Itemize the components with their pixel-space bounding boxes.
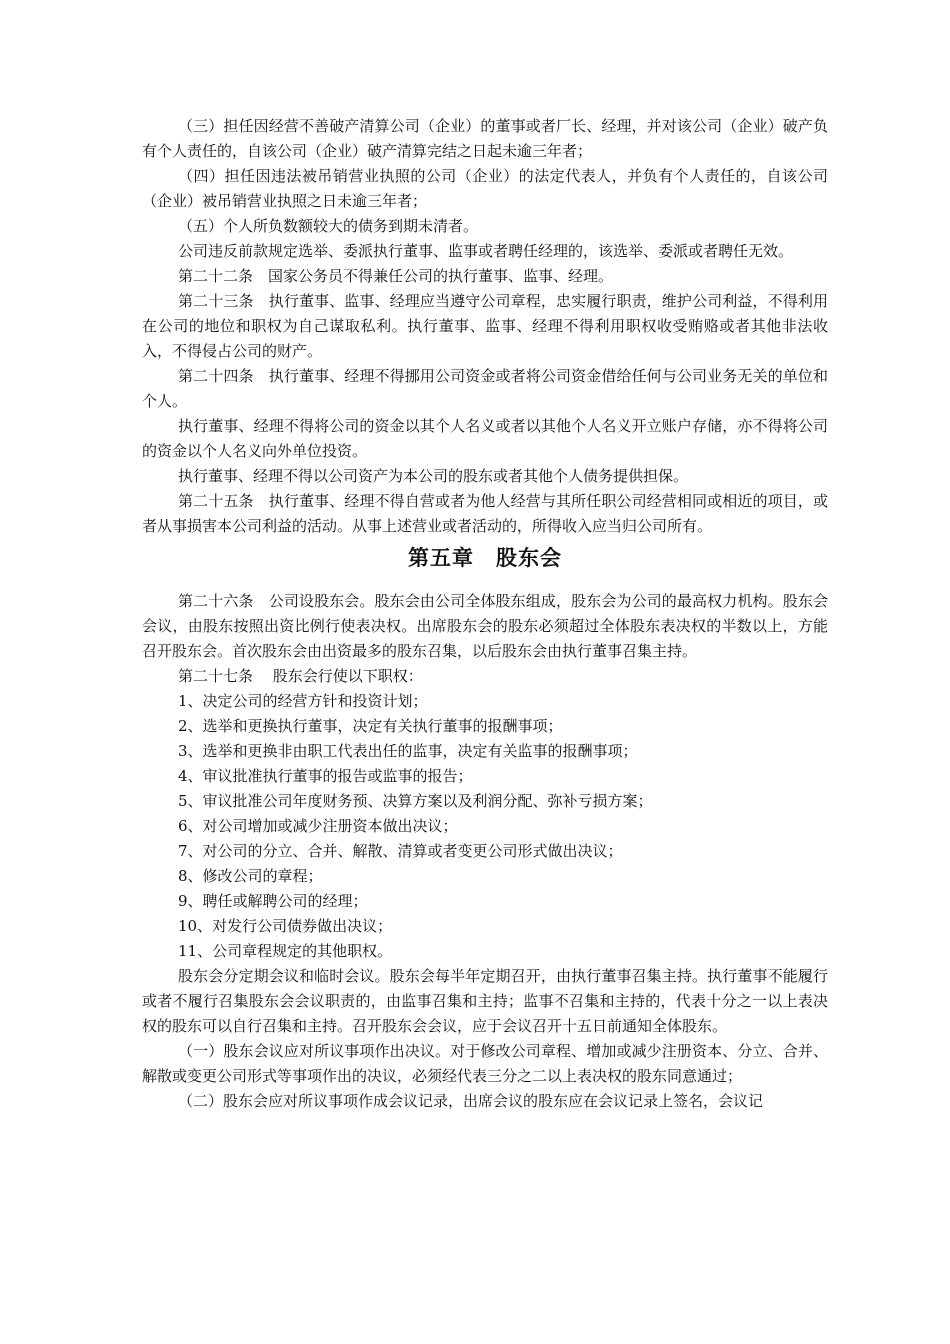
resolution-one: （一）股东会议应对所议事项作出决议。对于修改公司章程、增加或减少注册资本、分立、合并、解散或变更公司形式等事项作出的决议，必须经代表三分之二以上表决权的股东同意通过； [142, 1042, 828, 1085]
list-item: 10、对发行公司债券做出决议； [178, 917, 393, 935]
clause-three: （三）担任因经营不善破产清算公司（企业）的董事或者厂长、经理，并对该公司（企业）破产负有个人责任的，自该公司（企业）破产清算完结之日起未逾三年者； [142, 117, 828, 160]
article-23: 第二十三条 执行董事、监事、经理应当遵守公司章程，忠实履行职责，维护公司利益，不得利用在公司的地位和职权为自己谋取私利。执行董事、监事、经理不得利用职权收受贿赂或者其他非法收入，不得侵占公司的财产。 [142, 292, 828, 360]
article-24-guarantee-paragraph: 执行董事、经理不得以公司资产为本公司的股东或者其他个人债务提供担保。 [178, 467, 689, 485]
list-item: 4、审议批准执行董事的报告或监事的报告； [178, 767, 473, 785]
powers-list [142, 689, 828, 964]
article-24-account-paragraph: 执行董事、经理不得将公司的资金以其个人名义或者以其他个人名义开立账户存储，亦不得将公司的资金以个人名义向外单位投资。 [142, 417, 828, 460]
chapter-title: 第五章 股东会 [408, 545, 562, 570]
article-26: 第二十六条 公司设股东会。股东会由公司全体股东组成，股东会为公司的最高权力机构。股东会会议，由股东按照出资比例行使表决权。出席股东会的股东必须超过全体股东表决权的半数以上，方能召开股东会。首次股东会由出资最多的股东召集，以后股东会由执行董事召集主持。 [142, 592, 828, 660]
invalid-election-paragraph: 公司违反前款规定选举、委派执行董事、监事或者聘任经理的，该选举、委派或者聘任无效。 [178, 242, 794, 260]
list-item: 6、对公司增加或减少注册资本做出决议； [178, 817, 458, 835]
list-item: 2、选举和更换执行董事，决定有关执行董事的报酬事项； [178, 717, 563, 735]
article-22: 第二十二条 国家公务员不得兼任公司的执行董事、监事、经理。 [178, 267, 614, 285]
article-25: 第二十五条 执行董事、经理不得自营或者为他人经营与其所任职公司经营相同或相近的项目，或者从事损害本公司利益的活动。从事上述营业或者活动的，所得收入应当归公司所有。 [142, 492, 828, 535]
list-item: 3、选举和更换非由职工代表出任的监事，决定有关监事的报酬事项； [178, 742, 638, 760]
list-item: 7、对公司的分立、合并、解散、清算或者变更公司形式做出决议； [178, 842, 623, 860]
list-item: 8、修改公司的章程； [178, 867, 323, 885]
article-27-heading: 第二十七条 股东会行使以下职权： [178, 667, 423, 685]
document-page [142, 114, 828, 1114]
clause-five: （五）个人所负数额较大的债务到期未清者。 [178, 217, 479, 235]
article-24: 第二十四条 执行董事、经理不得挪用公司资金或者将公司资金借给任何与公司业务无关的单位和个人。 [142, 367, 828, 410]
list-item: 1、决定公司的经营方针和投资计划； [178, 692, 428, 710]
list-item: 5、审议批准公司年度财务预、决算方案以及利润分配、弥补亏损方案； [178, 792, 653, 810]
resolution-two: （二）股东会应对所议事项作成会议记录，出席会议的股东应在会议记录上签名，会议记 [178, 1092, 764, 1110]
clause-four: （四）担任因违法被吊销营业执照的公司（企业）的法定代表人，并负有个人责任的，自该公司（企业）被吊销营业执照之日未逾三年者； [142, 167, 828, 210]
list-item: 9、聘任或解聘公司的经理； [178, 892, 368, 910]
meetings-paragraph: 股东会分定期会议和临时会议。股东会每半年定期召开，由执行董事召集主持。执行董事不能履行或者不履行召集股东会会议职责的，由监事召集和主持；监事不召集和主持的，代表十分之一以上表决权的股东可以自行召集和主持。召开股东会会议，应于会议召开十五日前通知全体股东。 [142, 967, 828, 1035]
list-item: 11、公司章程规定的其他职权。 [178, 942, 393, 960]
